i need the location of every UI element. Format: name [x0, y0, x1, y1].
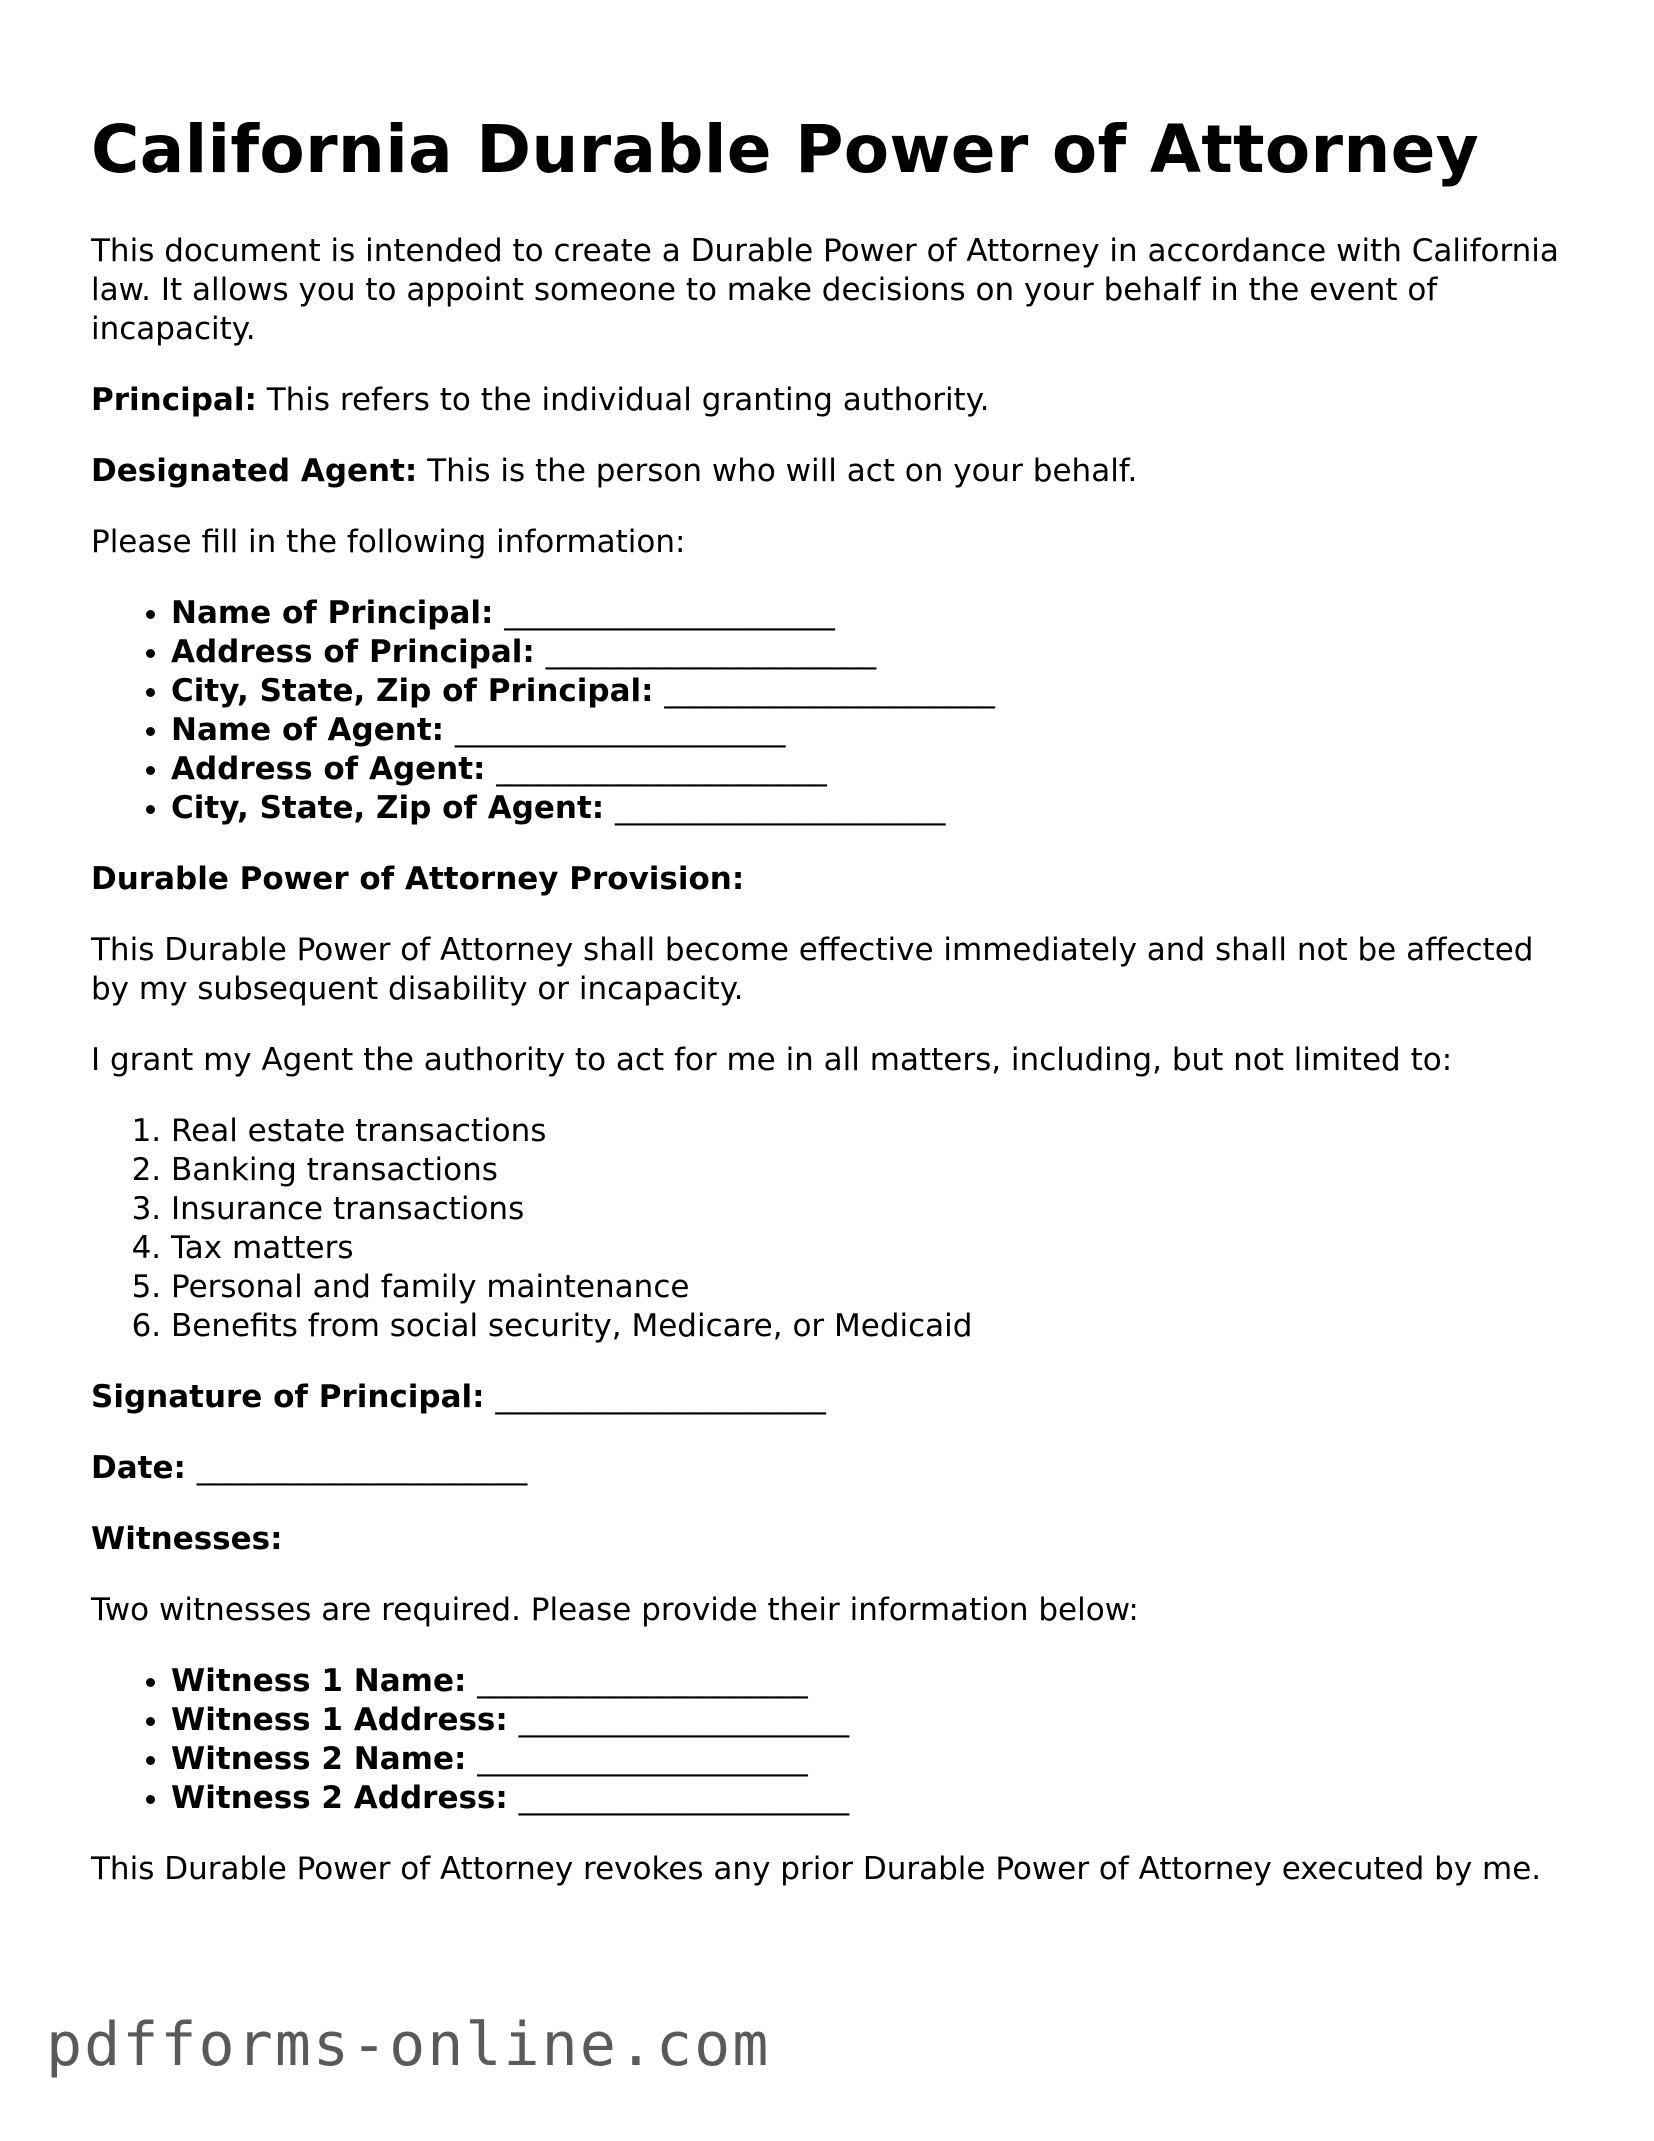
field-label: Witness 2 Address:: [171, 1780, 508, 1816]
field-label: City, State, Zip of Principal:: [171, 673, 654, 709]
field-label: Name of Agent:: [171, 712, 445, 748]
field-name-of-principal: [171, 594, 1571, 633]
signature-label: Signature of Principal:: [91, 1379, 485, 1415]
signature-line: [91, 1378, 1571, 1417]
field-city-state-zip-principal: [171, 672, 1571, 711]
date-label: Date:: [91, 1450, 186, 1486]
address-of-agent-blank[interactable]: ______________________: [496, 751, 827, 787]
field-witness-2-name: [171, 1740, 1571, 1779]
city-state-zip-principal-blank[interactable]: ______________________: [664, 673, 995, 709]
power-item: 5. Personal and family maintenance: [171, 1268, 1571, 1307]
field-label: City, State, Zip of Agent:: [171, 790, 605, 826]
field-label: Address of Agent:: [171, 751, 486, 787]
principal-definition: [91, 381, 1571, 420]
power-item: 1. Real estate transactions: [171, 1112, 1571, 1151]
agent-definition: [91, 452, 1571, 491]
power-item: 3. Insurance transactions: [171, 1190, 1571, 1229]
witness-1-name-blank[interactable]: ______________________: [477, 1663, 808, 1699]
field-label: Witness 1 Name:: [171, 1663, 467, 1699]
name-of-principal-blank[interactable]: ______________________: [504, 595, 835, 631]
witness-fields-list: [91, 1662, 1571, 1818]
principal-term: Principal:: [91, 382, 257, 418]
city-state-zip-agent-blank[interactable]: ______________________: [615, 790, 945, 826]
address-of-principal-blank[interactable]: ______________________: [545, 634, 876, 670]
witness-1-address-blank[interactable]: ______________________: [518, 1702, 849, 1738]
field-witness-1-name: [171, 1662, 1571, 1701]
witnesses-instruction: Two witnesses are required. Please provide their information below:: [91, 1592, 1139, 1628]
site-watermark: pdfforms-online.com: [46, 2010, 771, 2080]
agent-definition-text: This is the person who will act on your behalf.: [417, 453, 1138, 489]
date-line: [91, 1449, 1571, 1488]
power-item: 6. Benefits from social security, Medicare, or Medicaid: [171, 1307, 1571, 1346]
field-label: Witness 1 Address:: [171, 1702, 508, 1738]
witnesses-heading: Witnesses:: [91, 1521, 283, 1557]
field-label: Address of Principal:: [171, 634, 535, 670]
provision-heading: Durable Power of Attorney Provision:: [91, 861, 745, 897]
field-label: Name of Principal:: [171, 595, 494, 631]
fill-instruction: Please fill in the following information:: [91, 524, 686, 560]
principal-definition-text: This refers to the individual granting authority.: [256, 382, 990, 418]
field-address-of-principal: [171, 633, 1571, 672]
field-city-state-zip-agent: [171, 789, 1571, 828]
field-name-of-agent: [171, 711, 1571, 750]
field-witness-2-address: [171, 1779, 1571, 1818]
revocation-statement: This Durable Power of Attorney revokes any prior Durable Power of Attorney executed by me.: [91, 1851, 1542, 1887]
signature-blank[interactable]: ______________________: [495, 1379, 826, 1415]
document-page: [91, 110, 1571, 1921]
field-address-of-agent: [171, 750, 1571, 789]
witness-2-address-blank[interactable]: ______________________: [518, 1780, 849, 1816]
intro-paragraph: This document is intended to create a Durable Power of Attorney in accordance with California law. It allows you to appoint someone to make decisions on your behalf in the event of incapacity.: [91, 233, 1559, 347]
powers-list: [91, 1112, 1571, 1346]
provision-text: This Durable Power of Attorney shall become effective immediately and shall not be affected by my subsequent disability or incapacity.: [91, 932, 1534, 1007]
document-title: California Durable Power of Attorney: [91, 111, 1480, 188]
date-blank[interactable]: ______________________: [196, 1450, 527, 1486]
power-item: 2. Banking transactions: [171, 1151, 1571, 1190]
authority-intro: I grant my Agent the authority to act for me in all matters, including, but not limited to:: [91, 1042, 1453, 1078]
field-witness-1-address: [171, 1701, 1571, 1740]
power-item: 4. Tax matters: [171, 1229, 1571, 1268]
field-label: Witness 2 Name:: [171, 1741, 467, 1777]
party-fields-list: [91, 594, 1571, 828]
witness-2-name-blank[interactable]: ______________________: [477, 1741, 808, 1777]
agent-term: Designated Agent:: [91, 453, 418, 489]
name-of-agent-blank[interactable]: ______________________: [454, 712, 785, 748]
